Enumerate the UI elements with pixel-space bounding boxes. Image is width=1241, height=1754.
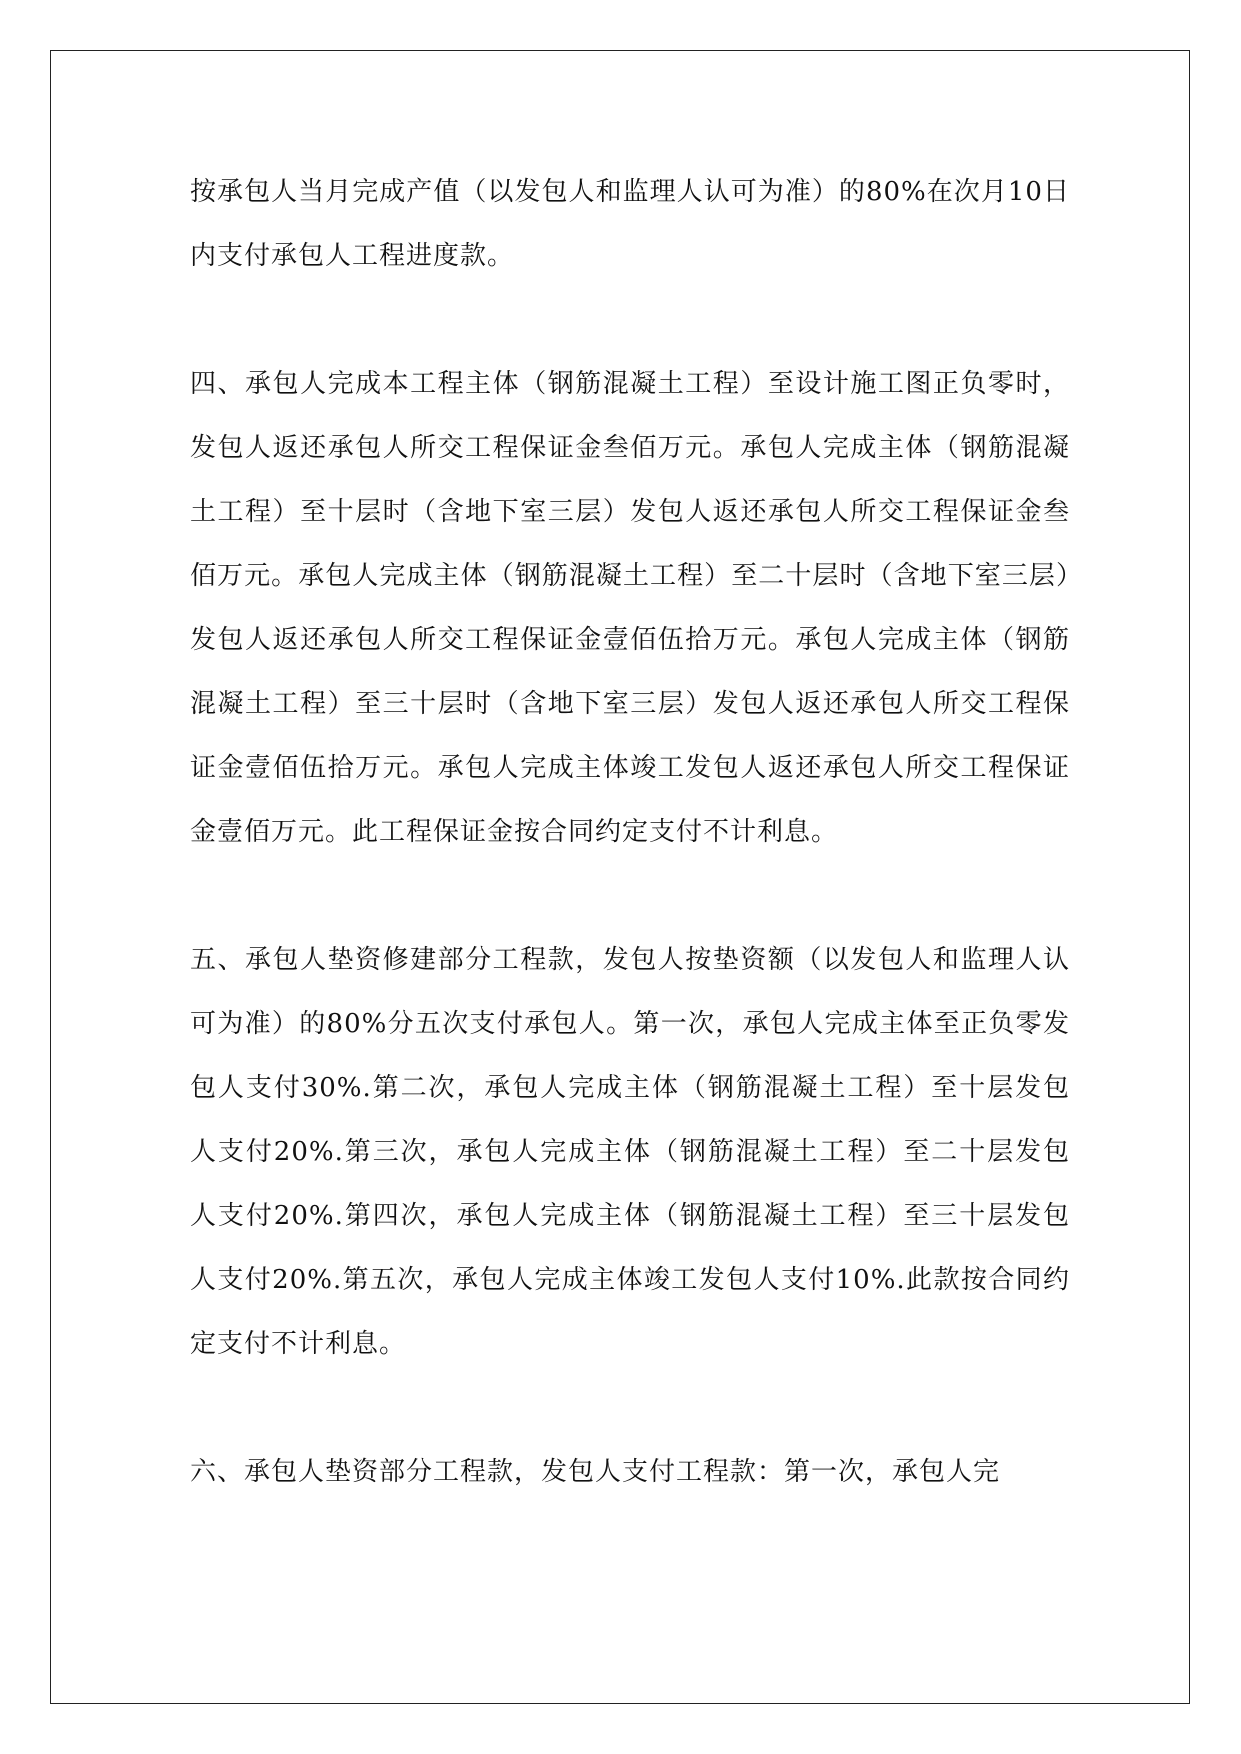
paragraph-gap: [190, 1376, 1070, 1440]
paragraph-clause-4: 四、承包人完成本工程主体（钢筋混凝土工程）至设计施工图正负零时，发包人返还承包人所交工程保证金叁佰万元。承包人完成主体（钢筋混凝土工程）至十层时（含地下室三层）发包人返还承包人所交工程保证金叁佰万元。承包人完成主体（钢筋混凝土工程）至二十层时（含地下室三层）发包人返还承包人所交工程保证金壹佰伍拾万元。承包人完成主体（钢筋混凝土工程）至三十层时（含地下室三层）发包人返还承包人所交工程保证金壹佰伍拾万元。承包人完成主体竣工发包人返还承包人所交工程保证金壹佰万元。此工程保证金按合同约定支付不计利息。: [190, 369, 1070, 847]
paragraph-progress-payment: 按承包人当月完成产值（以发包人和监理人认可为准）的80%在次月10日内支付承包人工程进度款。: [190, 177, 1070, 271]
paragraph-gap: [190, 288, 1070, 352]
paragraph-gap: [190, 864, 1070, 928]
paragraph-clause-5: 五、承包人垫资修建部分工程款，发包人按垫资额（以发包人和监理人认可为准）的80%分五次支付承包人。第一次，承包人完成主体至正负零发包人支付30%.第二次，承包人完成主体（钢筋混凝土工程）至十层发包人支付20%.第三次，承包人完成主体（钢筋混凝土工程）至二十层发包人支付20%.第四次，承包人完成主体（钢筋混凝土工程）至三十层发包人支付20%.第五次，承包人完成主体竣工发包人支付10%.此款按合同约定支付不计利息。: [190, 945, 1070, 1359]
paragraph-clause-6: 六、承包人垫资部分工程款，发包人支付工程款：第一次，承包人完: [190, 1457, 1001, 1487]
document-body: [190, 160, 1070, 1504]
